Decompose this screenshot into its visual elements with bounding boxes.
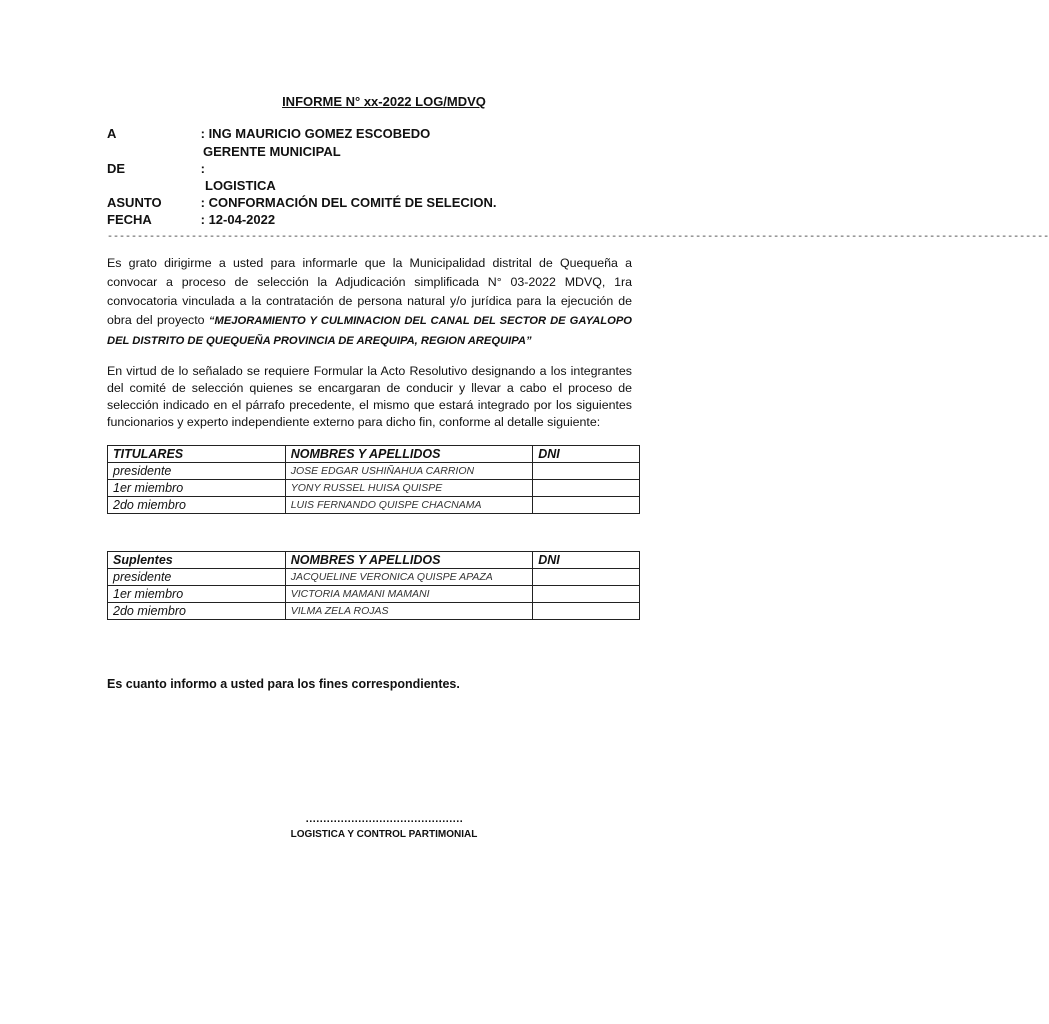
role-cell: 2do miembro: [108, 497, 286, 514]
header-to-value: : ING MAURICIO GOMEZ ESCOBEDO: [200, 126, 431, 141]
table-row: [108, 480, 640, 497]
document-title: INFORME N° xx-2022 LOG/MDVQ: [282, 94, 486, 109]
header-date-label: FECHA: [107, 212, 152, 227]
role-cell: 1er miembro: [108, 586, 286, 603]
header-from: [107, 161, 205, 176]
header-from-department: LOGISTICA: [205, 178, 276, 193]
name-cell: LUIS FERNANDO QUISPE CHACNAMA: [285, 497, 533, 514]
header-to-label: A: [107, 126, 117, 141]
table-row: [108, 497, 640, 514]
header-from-label: DE: [107, 161, 126, 176]
column-header: DNI: [533, 446, 640, 463]
table-row: [108, 586, 640, 603]
titulares-table: [107, 445, 640, 514]
name-cell: VICTORIA MAMANI MAMANI: [285, 586, 533, 603]
name-cell: JACQUELINE VERONICA QUISPE APAZA: [285, 569, 533, 586]
role-cell: presidente: [108, 569, 286, 586]
header-subject-label: ASUNTO: [107, 195, 162, 210]
dni-cell: [533, 463, 640, 480]
table-row: [108, 463, 640, 480]
dni-cell: [533, 480, 640, 497]
name-cell: YONY RUSSEL HUISA QUISPE: [285, 480, 533, 497]
paragraph-intro: [107, 254, 632, 351]
column-header: DNI: [533, 552, 640, 569]
role-cell: presidente: [108, 463, 286, 480]
dni-cell: [533, 569, 640, 586]
dni-cell: [533, 586, 640, 603]
name-cell: JOSE EDGAR USHIÑAHUA CARRION: [285, 463, 533, 480]
column-header: Suplentes: [108, 552, 286, 569]
column-header: NOMBRES Y APELLIDOS: [285, 446, 533, 463]
name-cell: VILMA ZELA ROJAS: [285, 603, 533, 620]
table-row: [108, 603, 640, 620]
role-cell: 2do miembro: [108, 603, 286, 620]
paragraph-intro-text: Es grato dirigirme a usted para informarle que la Municipalidad distrital de Quequeña a convocar a proceso de selección la Adjudicación simplificada N° 03-2022 MDVQ, 1ra convocatoria vinculada a la contratación de persona natural y/o jurídica para la ejecución de obra del proyecto: [107, 256, 632, 327]
table-row: [108, 569, 640, 586]
dni-cell: [533, 497, 640, 514]
signature-label: LOGISTICA Y CONTROL PARTIMONIAL: [290, 829, 478, 840]
header-subject-value: : CONFORMACIÓN DEL COMITÉ DE SELECION.: [200, 195, 497, 210]
header-subject: [107, 195, 497, 210]
paragraph-committee: En virtud de lo señalado se requiere Formular la Acto Resolutivo designando a los integrantes del comité de selección quienes se encargaran de conducir y llevar a cabo el proceso de selección indicado en el párrafo precedente, el mismo que estará integrado por los siguientes funcionarios y experto independiente externo para dicho fin, conforme al detalle siguiente:: [107, 364, 632, 429]
header-to: [107, 126, 430, 141]
header-date: [107, 212, 275, 227]
dni-cell: [533, 603, 640, 620]
suplentes-table: [107, 551, 640, 620]
column-header: TITULARES: [108, 446, 286, 463]
separator-line: -------------------------------------------------------------------------------------------------------------------------------------------------------------: [107, 232, 1049, 243]
signature-line: ………………………………………: [305, 813, 463, 825]
header-date-value: : 12-04-2022: [200, 212, 276, 227]
header-to-position: GERENTE MUNICIPAL: [203, 144, 341, 159]
column-header: NOMBRES Y APELLIDOS: [285, 552, 533, 569]
table-header-row: [108, 552, 640, 569]
closing-sentence: Es cuanto informo a usted para los fines correspondientes.: [107, 677, 460, 691]
project-name: “MEJORAMIENTO Y CULMINACION DEL CANAL DEL SECTOR DE GAYALOPO DEL DISTRITO DE QUEQUEÑA PROVINCIA DE AREQUIPA, REGION AREQUIPA”: [107, 315, 632, 347]
role-cell: 1er miembro: [108, 480, 286, 497]
header-from-value: :: [200, 161, 205, 176]
table-header-row: [108, 446, 640, 463]
